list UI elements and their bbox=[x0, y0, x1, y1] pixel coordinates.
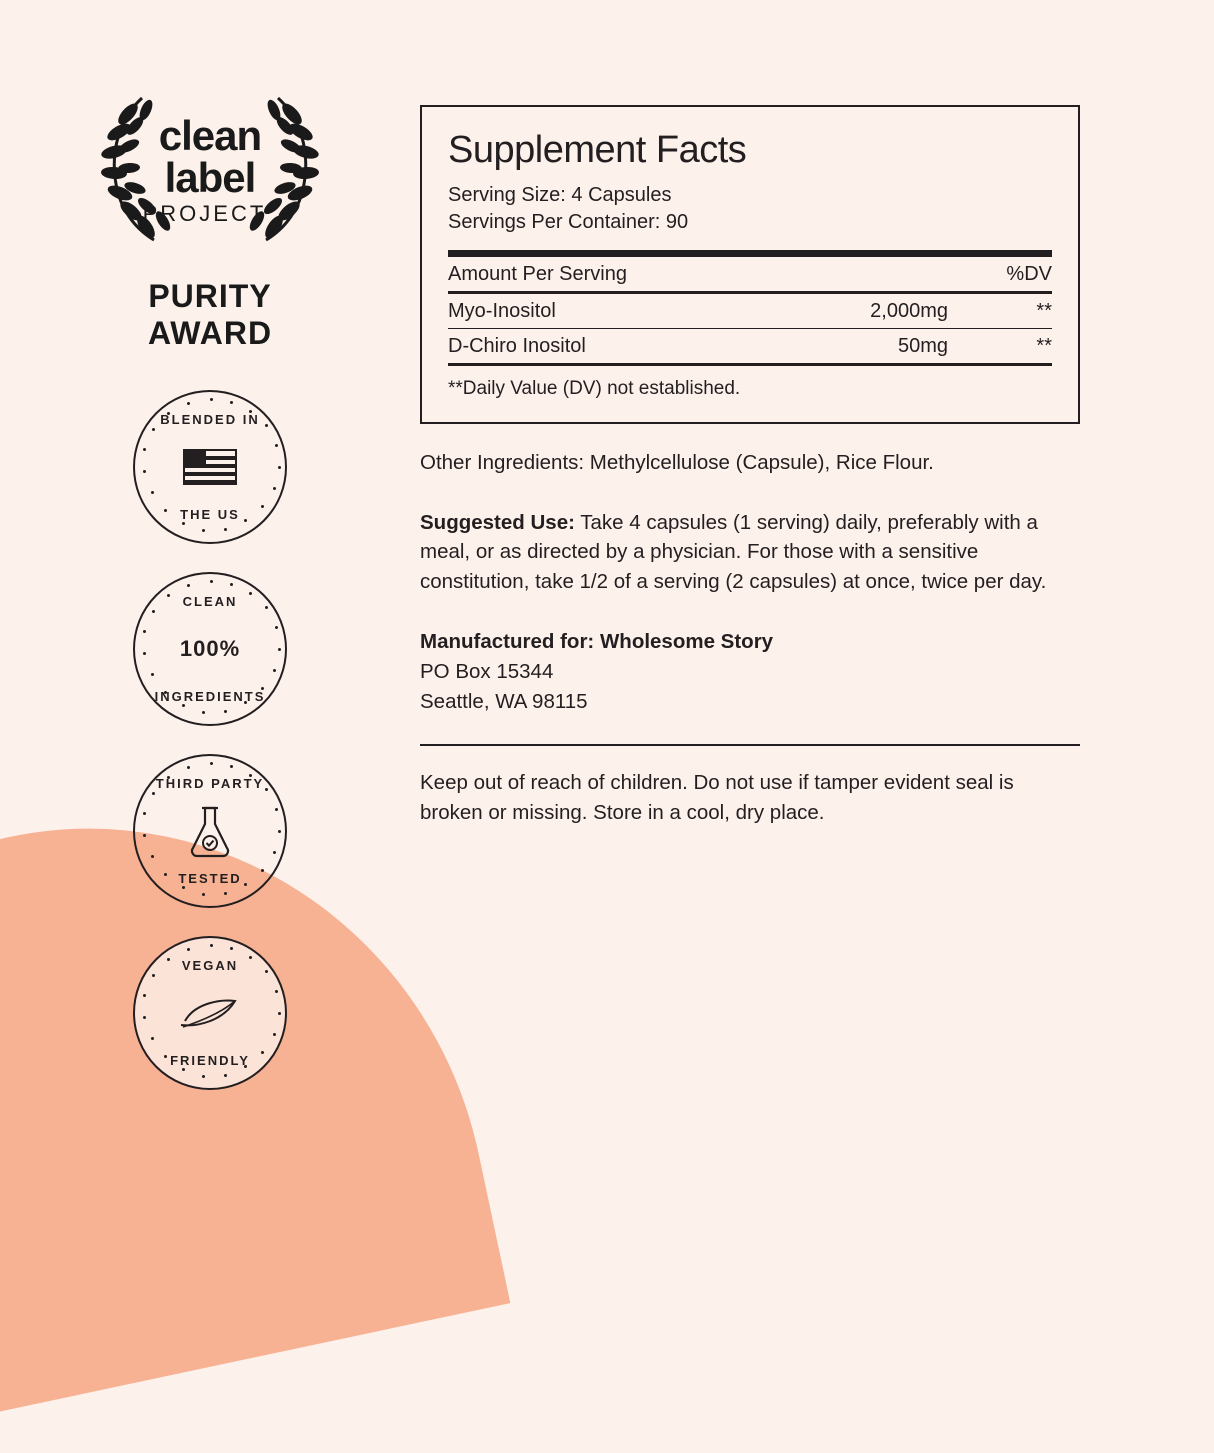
purity-award-line1: PURITY bbox=[148, 278, 272, 314]
suggested-use-label: Suggested Use: bbox=[420, 510, 575, 534]
daily-value-footnote: **Daily Value (DV) not established. bbox=[448, 378, 741, 399]
ingredient-name: Myo-Inositol bbox=[448, 300, 556, 322]
warning-text: Keep out of reach of children. Do not use if tamper evident seal is broken or missing. Store in a cool, dry place. bbox=[420, 771, 1014, 824]
suggested-use-block bbox=[420, 508, 1080, 597]
seal-blended-in-us bbox=[133, 390, 287, 544]
supplement-facts-rows bbox=[448, 294, 1052, 328]
section-divider bbox=[420, 744, 1080, 746]
facts-rule-thick bbox=[448, 250, 1052, 257]
other-ingredients-text: Other Ingredients: Methylcellulose (Capsule), Rice Flour. bbox=[420, 451, 934, 474]
clean-label-word-label: label bbox=[164, 154, 256, 201]
seal-bottom-label: FRIENDLY bbox=[170, 1052, 250, 1068]
seal-top-label: BLENDED IN bbox=[160, 411, 260, 427]
seal-center-label: 100% bbox=[179, 635, 241, 661]
table-row bbox=[448, 294, 1052, 328]
servings-per-container-line: Servings Per Container: 90 bbox=[448, 211, 689, 233]
manufacturer-address-line2: Seattle, WA 98115 bbox=[420, 690, 588, 714]
seal-bottom-label: TESTED bbox=[178, 870, 242, 886]
header-amount-per-serving: Amount Per Serving bbox=[448, 263, 627, 285]
ingredient-name: D-Chiro Inositol bbox=[448, 335, 586, 357]
seal-third-party-tested bbox=[133, 754, 287, 908]
supplement-facts-rows-2 bbox=[448, 329, 1052, 363]
seal-top-label: VEGAN bbox=[181, 957, 239, 973]
seal-top-label: CLEAN bbox=[182, 593, 238, 609]
ingredient-amount: 50mg bbox=[897, 335, 948, 357]
seal-bottom-label: INGREDIENTS bbox=[154, 688, 266, 704]
purity-award-text bbox=[148, 278, 272, 352]
supplement-facts-title: Supplement Facts bbox=[448, 129, 747, 171]
table-row bbox=[448, 329, 1052, 363]
ingredient-dv: ** bbox=[1036, 300, 1052, 322]
seal-top-label: THIRD PARTY bbox=[155, 775, 265, 791]
ingredient-amount: 2,000mg bbox=[870, 300, 948, 322]
supplement-facts-table bbox=[448, 257, 1052, 291]
manufacturer-address-line1: PO Box 15344 bbox=[420, 659, 554, 683]
clean-label-project-badge bbox=[70, 80, 350, 260]
ingredient-dv: ** bbox=[1036, 335, 1052, 357]
seal-clean-ingredients bbox=[133, 572, 287, 726]
manufacturer-block bbox=[420, 627, 1080, 718]
table-header-row bbox=[448, 257, 1052, 291]
supplement-facts-panel bbox=[420, 105, 1080, 424]
seal-list bbox=[133, 390, 287, 1090]
clean-label-word-clean: clean bbox=[158, 112, 262, 159]
manufacturer-label: Manufactured for: Wholesome Story bbox=[420, 629, 774, 653]
purity-award-line2: AWARD bbox=[147, 314, 273, 351]
header-spacer bbox=[889, 257, 988, 291]
suggested-use-text: Take 4 capsules (1 serving) daily, preferably with a meal, or as directed by a physician. For those with a sensitive constitution, take 1/2 of a serving (2 capsules) at once, twice per day. bbox=[420, 510, 1047, 594]
header-dv: %DV bbox=[1006, 263, 1052, 285]
seal-bottom-label: THE US bbox=[180, 506, 240, 522]
clean-label-word-project: PROJECT® bbox=[142, 201, 278, 226]
label-text-column bbox=[420, 105, 1080, 828]
serving-size-line: Serving Size: 4 Capsules bbox=[448, 184, 672, 206]
seal-vegan-friendly bbox=[133, 936, 287, 1090]
badges-column bbox=[60, 80, 360, 1090]
